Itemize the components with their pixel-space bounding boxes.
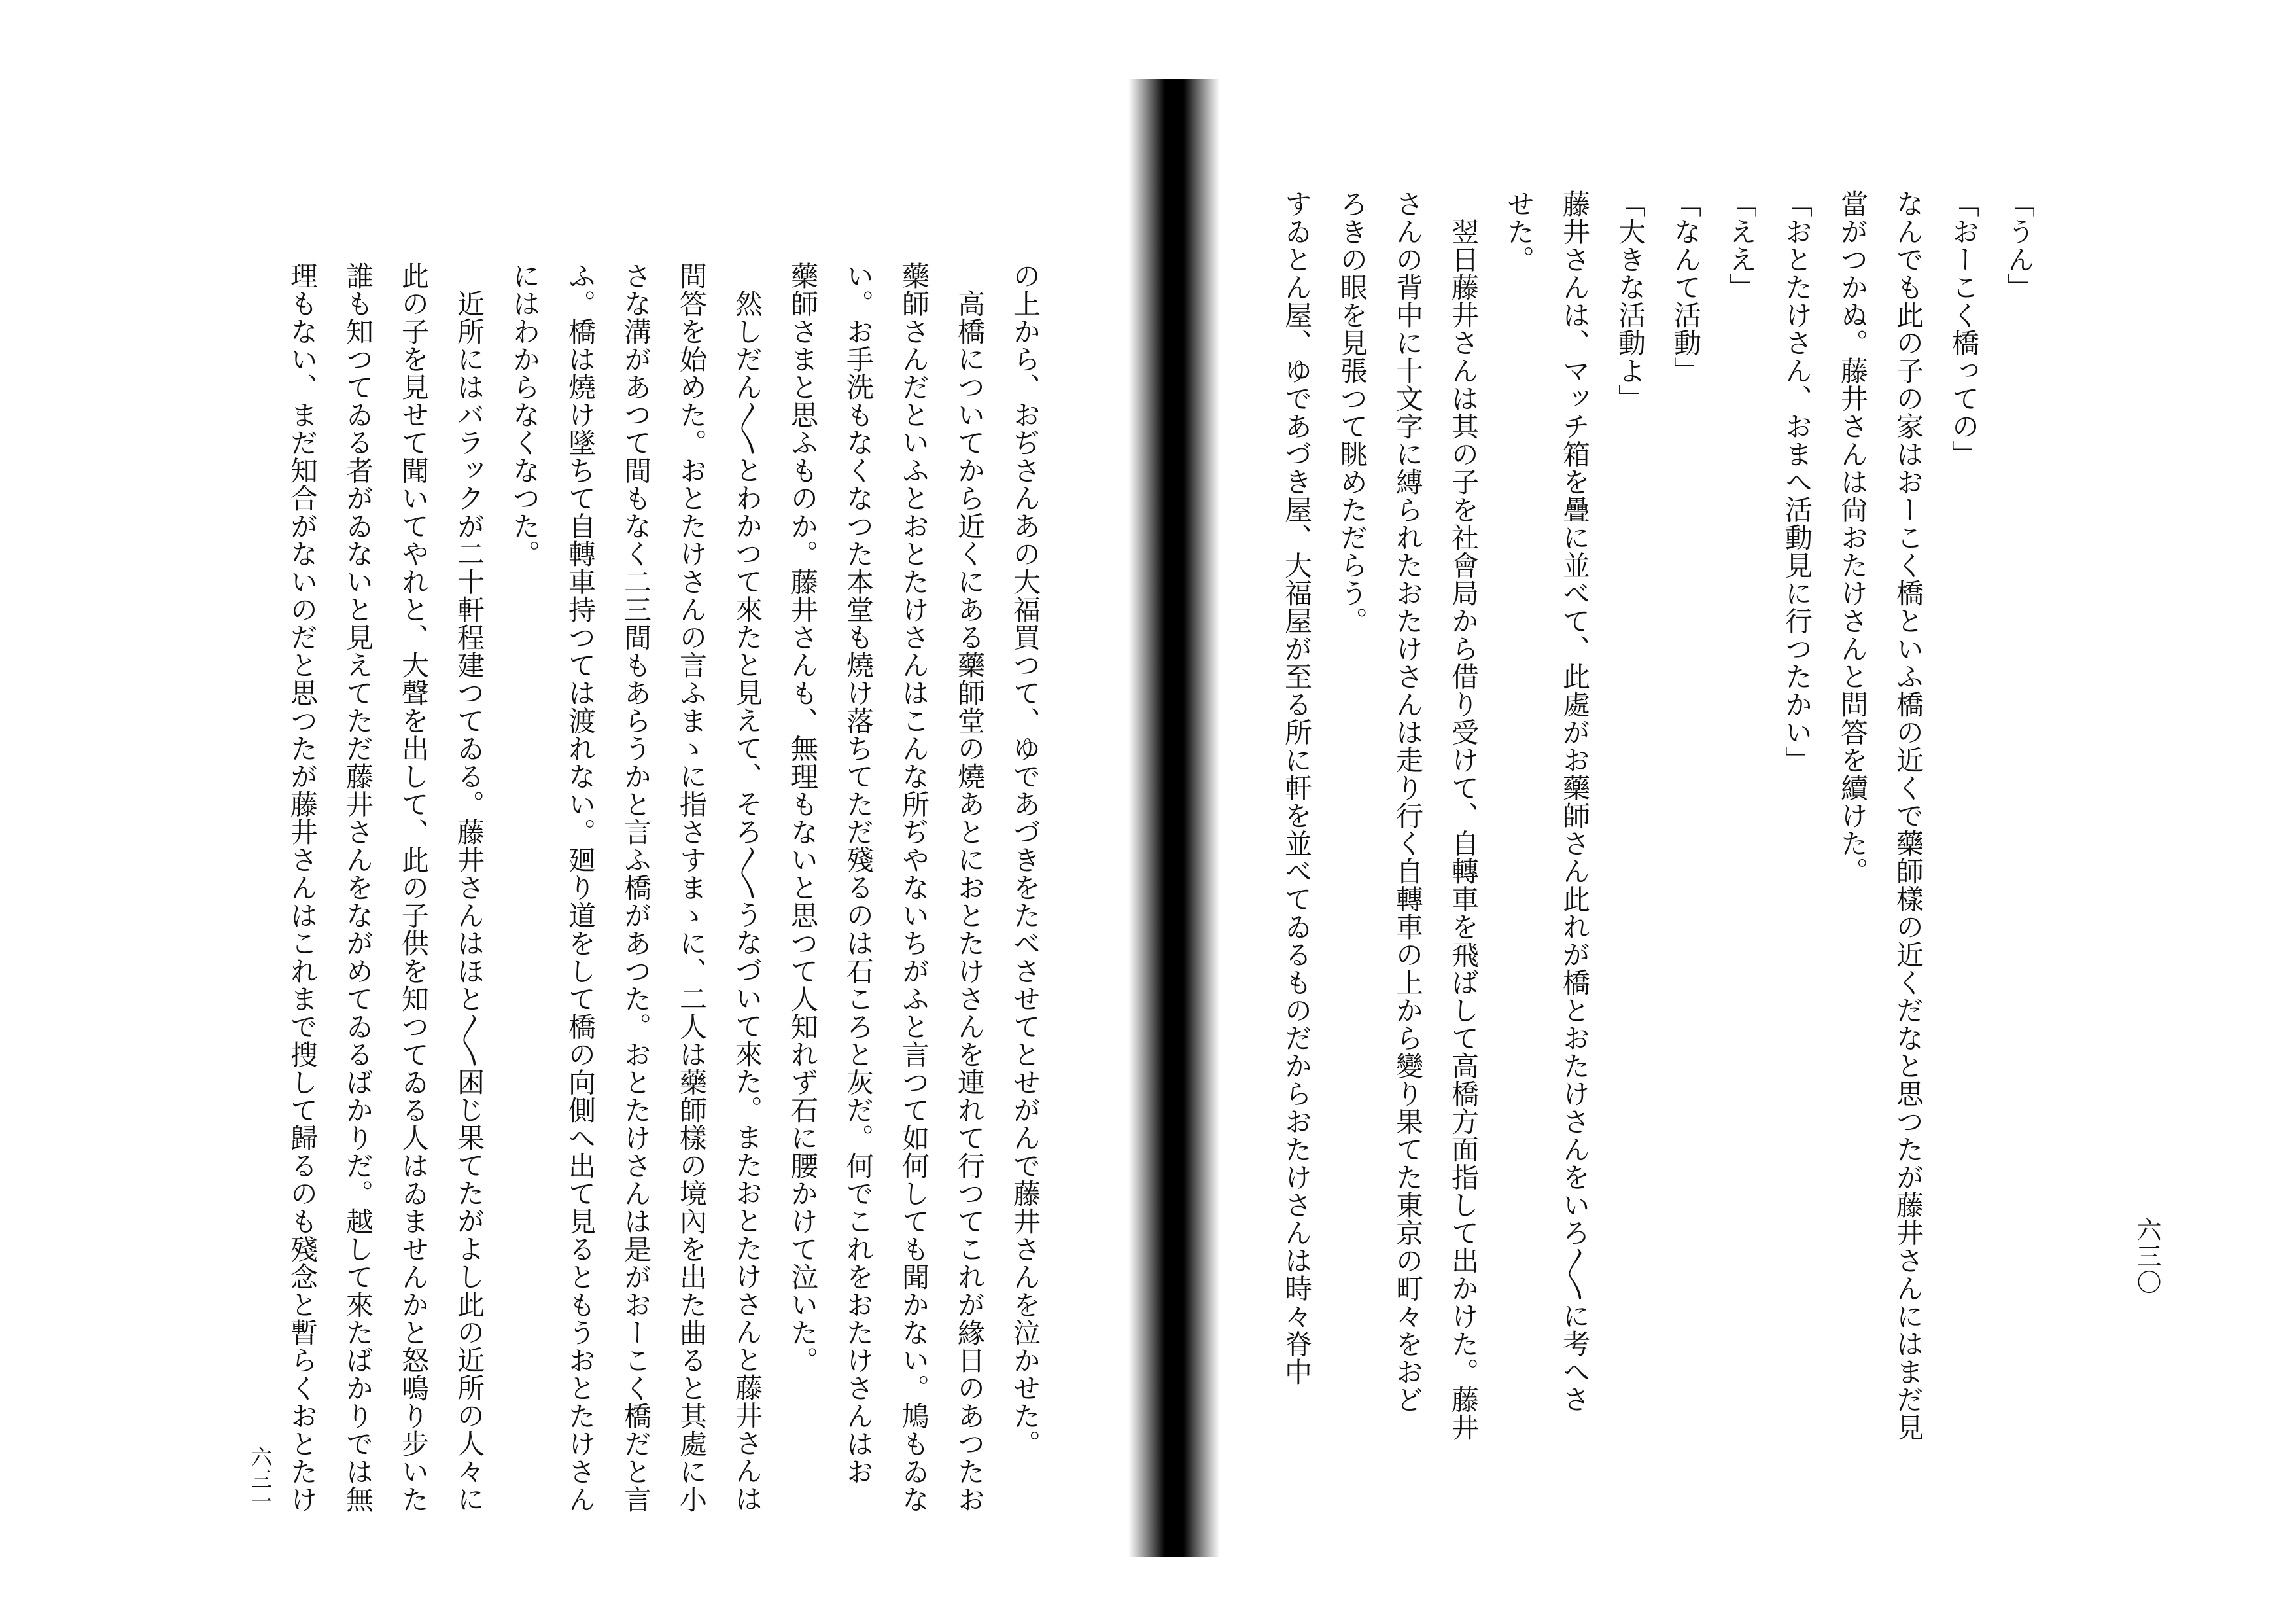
right-page-text [1269, 190, 2047, 1441]
text-column: 高橋についてから近くにある藥師堂の燒あとにおとたけさんを連れて行つてこれが緣日のあつたお [954, 262, 986, 1513]
text-column: 「なんて活動」 [1670, 190, 1702, 385]
text-column: 「うん」 [2004, 190, 2036, 301]
text-column: 藤井さんは、マッチ箱を疊に並べて、此處がお藥師さん此れが橋とおたけさんをいろ〳〵に考へさ [1559, 190, 1591, 1413]
text-column: 當がつかぬ。藤井さんは尙おたけさんと問答を續けた。 [1837, 190, 1869, 885]
text-column: 藥師さまと思ふものか。藤井さんも、無理もないと思つて人知れず石に腰かけて泣いた。 [787, 262, 819, 1374]
left-page-text [275, 262, 1053, 1513]
text-column: すゐとん屋、ゆであづき屋、大福屋が至る所に軒を並べてゐるものだからおたけさんは時々脊中 [1281, 190, 1313, 1386]
page-number-left: 六三一 [248, 1446, 273, 1513]
text-column: ろきの眼を見張つて眺めただらう。 [1336, 190, 1368, 635]
text-column: 藥師さんだといふとおとたけさんはこんな所ぢやないちがふと言つて如何しても聞かない。鳩もゐな [898, 262, 930, 1513]
text-column: 然しだん〳〵とわかつて來たと見えて、そろ〳〵うなづいて來た。またおとたけさんと藤井さんは [731, 262, 763, 1513]
text-column: 誰も知つてゐる者がゐないと見えてただ藤井さんをながめてゐるばかりだ。越して來たばかりでは無 [342, 262, 374, 1513]
text-column: さな溝があつて間もなく二三間もあらうかと言ふ橋があつた。おとたけさんは是がおーこく橋だと言 [620, 262, 652, 1513]
text-column: 近所にはバラックが二十軒程建つてゐる。藤井さんはほと〳〵困じ果てたがよし此の近所の人々に [453, 262, 485, 1513]
text-column: 理もない、まだ知合がないのだと思つたが藤井さんはこれまで搜して歸るのも殘念と暫らくおとたけ [287, 262, 319, 1513]
page-number-right: 六三〇 [2132, 1217, 2161, 1296]
text-column: なんでも此の子の家はおーこく橋といふ橋の近くで藥師樣の近くだなと思つたが藤井さんにはまだ見 [1892, 190, 1924, 1441]
text-column: ふ。橋は燒け墜ちて自轉車持つては渡れない。廻り道をして橋の向側へ出て見るともうおとたけさん [565, 262, 597, 1513]
text-column: にはわからなくなつた。 [509, 262, 541, 568]
text-column: 「おーこく橋っての」 [1948, 190, 1980, 468]
text-column: 「大きな活動よ」 [1614, 190, 1646, 412]
book-gutter-shadow [1128, 79, 1220, 1557]
text-column: 此の子を見せて聞いてやれと、大聲を出して、此の子供を知つてゐる人はゐませんかと怒鳴り步いた [398, 262, 430, 1513]
text-column: さんの背中に十文字に縛られたおたけさんは走り行く自轉車の上から變り果てた東京の町々をおど [1392, 190, 1424, 1413]
text-column: 問答を始めた。おとたけさんの言ふまゝに指さすまゝに、二人は藥師樣の境內を出た曲ると其處に小 [676, 262, 708, 1513]
text-column: い。お手洗もなくなつた本堂も燒け落ちてただ殘るのは石ころと灰だ。何でこれをおたけさんはお [843, 262, 875, 1485]
text-column: 「おとたけさん、おまへ活動見に行つたかい」 [1781, 190, 1813, 774]
text-column: 翌日藤井さんは其の子を社會局から借り受けて、自轉車を飛ばして高橋方面指して出かけた。藤井 [1448, 190, 1480, 1441]
text-column: せた。 [1503, 190, 1535, 274]
text-column: の上から、おぢさんあの大福買つて、ゆであづきをたべさせてとせがんで藤井さんを泣かせた。 [1009, 262, 1041, 1458]
text-column: 「ええ」 [1726, 190, 1758, 301]
